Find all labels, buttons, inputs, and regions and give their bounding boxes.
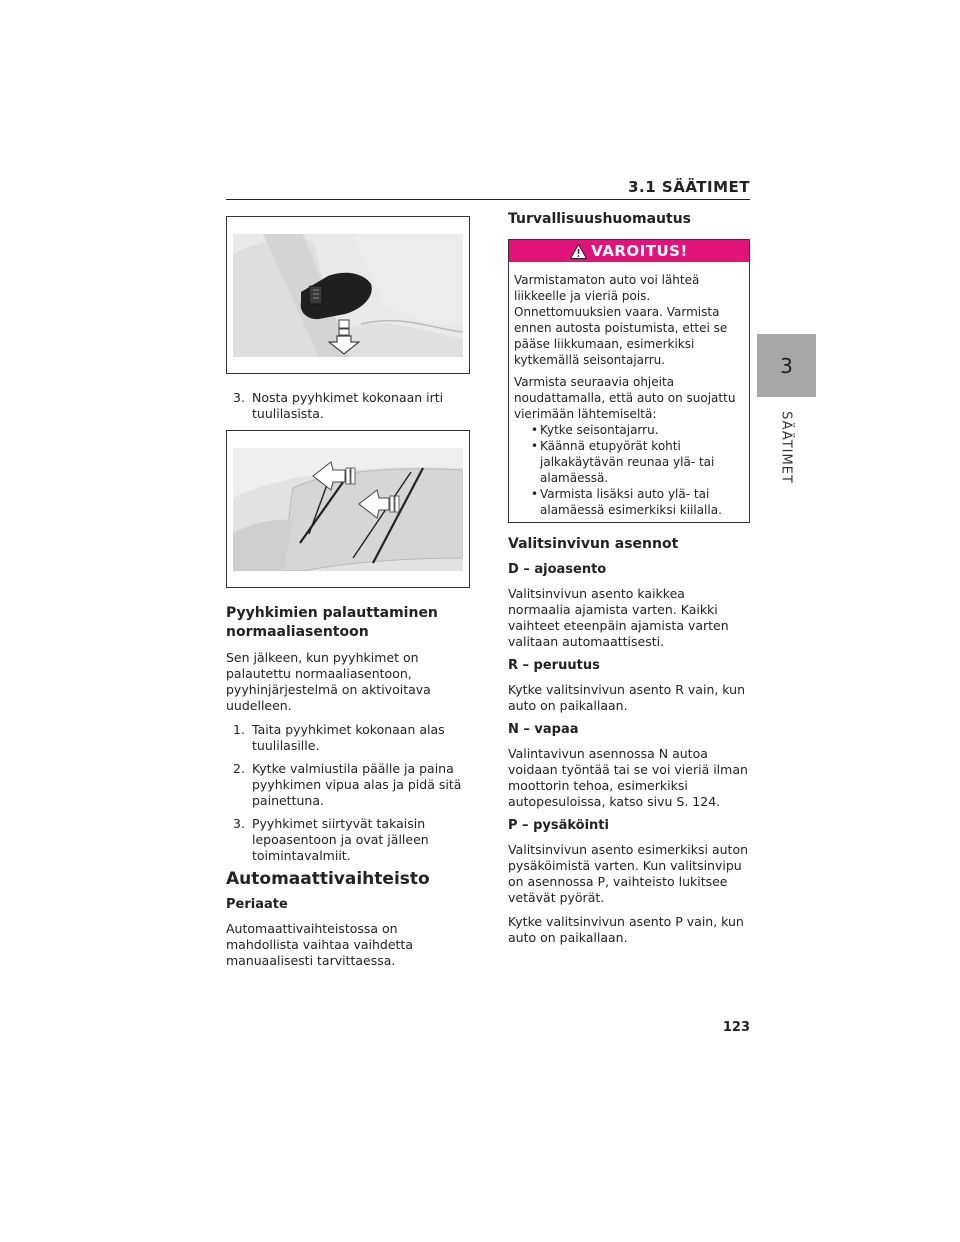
heading-automatic-transmission: Automaattivaihteisto xyxy=(226,869,430,889)
warning-title: VAROITUS! xyxy=(591,242,688,260)
step-text: Pyyhkimet siirtyvät takaisin lepoasentoon ja ovat jälleen toimintavalmiit. xyxy=(252,816,429,863)
position-title: R – peruutus xyxy=(508,658,600,673)
list-item: • Varmista lisäksi auto ylä- tai alamäessä esimerkiksi kiilalla. xyxy=(531,487,722,517)
warning-body xyxy=(509,264,749,522)
header-rule xyxy=(226,199,750,200)
step-text: Nosta pyyhkimet kokonaan irti tuulilasista. xyxy=(252,390,444,421)
position-text: Valitsinvivun asento esimerkiksi auton pysäköimistä varten. Kun valitsinvipu on asennossa P, vaihteisto lukitsee vetävät pyörät. xyxy=(508,842,749,905)
position-title: N – vapaa xyxy=(508,722,579,737)
position-title: D – ajoasento xyxy=(508,562,607,577)
left-column-bottom xyxy=(226,604,468,977)
figure-wiper-lever xyxy=(226,216,470,374)
warning-header xyxy=(509,240,749,264)
heading-restore: Pyyhkimien palauttaminen normaaliasentoon xyxy=(226,605,438,640)
step-number: 1. xyxy=(233,722,245,737)
position-text: Valintavivun asennossa N autoa voidaan työntää tai se voi vieriä ilman moottorin tehoa, esimerkiksi autopesuloissa, katso sivu S. 124. xyxy=(508,746,748,809)
warning-para: Varmista seuraavia ohjeita noudattamalla, että auto on suojattu vierimään lähtemiseltä: xyxy=(514,375,736,421)
chapter-tab: 3 xyxy=(757,334,816,397)
right-column xyxy=(508,210,750,954)
step-number: 2. xyxy=(233,761,245,776)
list-item xyxy=(226,722,468,754)
bullet-text: Varmista lisäksi auto ylä- tai alamäessä esimerkiksi kiilalla. xyxy=(540,487,722,517)
section-title: 3.1 SÄÄTIMET xyxy=(628,178,750,196)
list-item xyxy=(226,816,468,864)
para-restore: Sen jälkeen, kun pyyhkimet on palautettu normaaliasentoon, pyyhinjärjestelmä on aktivoitava uudelleen. xyxy=(226,650,431,713)
step-text: Kytke valmiustila päälle ja paina pyyhkimen vipua alas ja pidä sitä painettuna. xyxy=(252,761,462,808)
list-item: • Kytke seisontajarru. xyxy=(531,423,659,437)
step-number: 3. xyxy=(233,390,245,405)
position-text: Valitsinvivun asento kaikkea normaalia ajamista varten. Kaikki vaihteet eteenpäin ajamista varten valitaan automaattisesti. xyxy=(508,586,729,649)
bullet-text: Kytke seisontajarru. xyxy=(540,423,659,437)
warning-para: Varmistamaton auto voi lähteä liikkeelle ja vieriä pois. Onnettomuuksien vaara. Varmista ennen autosta poistumista, ettei se pääse liikkumaan, esimerkiksi kytkemällä seisontajarru. xyxy=(514,273,728,367)
warning-box xyxy=(508,239,750,523)
para-principle: Automaattivaihteistossa on mahdollista vaihtaa vaihdetta manuaalisesti tarvittaessa. xyxy=(226,921,413,968)
windscreen-illustration xyxy=(233,448,463,571)
figure-windscreen-wipers xyxy=(226,430,470,588)
left-column-top xyxy=(226,390,468,429)
step-number: 3. xyxy=(233,816,245,831)
position-title: P – pysäköinti xyxy=(508,818,609,833)
heading-safety: Turvallisuushuomautus xyxy=(508,211,691,227)
final-para: Kytke valitsinvivun asento P vain, kun auto on paikallaan. xyxy=(508,914,744,945)
wiper-lever-illustration xyxy=(233,234,463,357)
chapter-label: SÄÄTIMET xyxy=(778,411,794,484)
step-text: Taita pyyhkimet kokonaan alas tuulilasille. xyxy=(252,722,445,753)
list-item xyxy=(226,761,468,809)
position-text: Kytke valitsinvivun asento R vain, kun auto on paikallaan. xyxy=(508,682,746,713)
warning-triangle-icon xyxy=(570,244,587,259)
heading-positions: Valitsinvivun asennot xyxy=(508,536,679,552)
list-item xyxy=(226,390,468,422)
bullet-text: Käännä etupyörät kohti jalkakäytävän reunaa ylä- tai alamäessä. xyxy=(540,439,715,485)
subheading-principle: Periaate xyxy=(226,897,288,912)
list-item: • Käännä etupyörät kohti jalkakäytävän reunaa ylä- tai alamäessä. xyxy=(531,439,715,485)
page-number: 123 xyxy=(722,1020,750,1035)
